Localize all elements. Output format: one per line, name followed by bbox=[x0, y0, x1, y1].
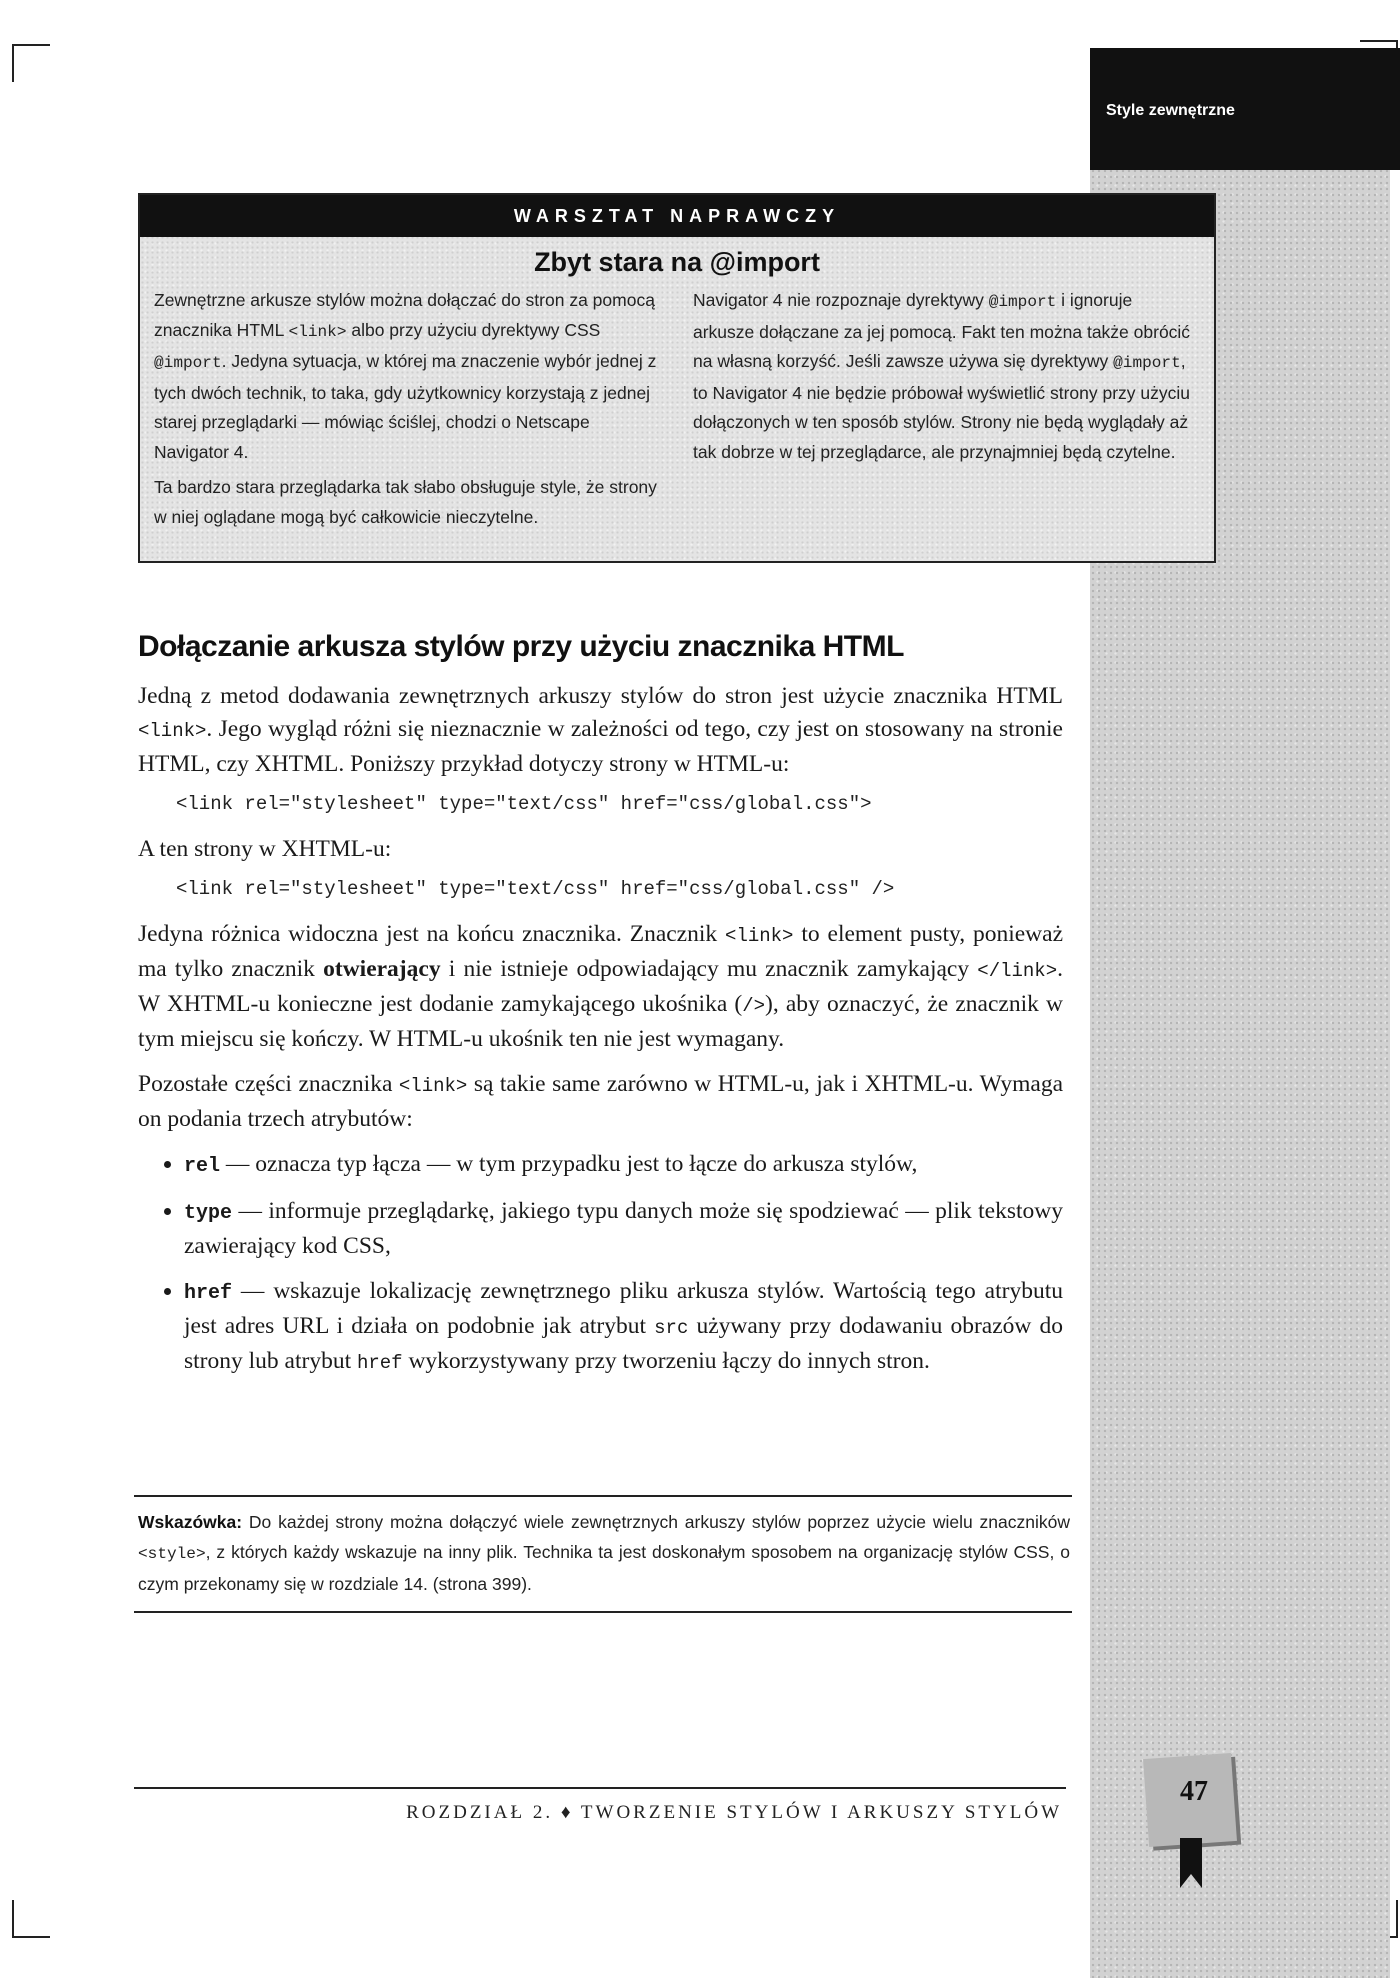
inline-code: <link> bbox=[138, 720, 207, 742]
body-paragraph bbox=[138, 680, 1063, 781]
inline-code: </link> bbox=[977, 960, 1058, 982]
code-example-html: <link rel="stylesheet" type="text/css" href="css/global.css"> bbox=[176, 793, 872, 815]
bold-text: otwierający bbox=[323, 956, 441, 982]
text-span: Do każdej strony można dołączyć wiele zewnętrznych arkuszy stylów poprzez użycie wielu znaczników bbox=[242, 1512, 1070, 1532]
text-span: i nie istnieje odpowiadający mu znacznik zamykający bbox=[440, 956, 978, 982]
attribute-name: href bbox=[184, 1282, 233, 1305]
body-paragraph bbox=[138, 918, 1063, 1056]
text-span: to element pusty, ponieważ ma tylko znacznik bbox=[138, 921, 1063, 982]
text-span: — wskazuje lokalizację zewnętrznego pliku arkusza stylów. Wartością tego atrybutu jest adres URL i działa on podobnie jak atrybut bbox=[184, 1278, 1063, 1339]
sidebar-columns bbox=[140, 286, 1214, 538]
section-tab bbox=[1090, 48, 1400, 170]
text-span: wykorzystywany przy tworzeniu łączy do innych stron. bbox=[402, 1348, 930, 1374]
crop-mark-top-left bbox=[12, 44, 50, 82]
list-item-type bbox=[184, 1195, 1063, 1263]
text-span: ), aby oznaczyć, że znacznik w tym miejscu się kończy. W HTML-u ukośnik ten nie jest wymagany. bbox=[138, 991, 1063, 1052]
text-span: używany przy dodawaniu obrazów do strony lub atrybut bbox=[184, 1313, 1063, 1374]
text-span: . Jedyna sytuacja, w której ma znaczenie wybór jednej z tych dwóch technik, to taka, gdy użytkownicy korzystają z jednej starej przeglądarki — mówiąc ściślej, chodzi o Netscape Navigator 4. bbox=[154, 351, 657, 462]
sidebar-column-right bbox=[693, 286, 1198, 538]
text-span: . Jego wygląd różni się nieznacznie w zależności od tego, czy jest on stosowany na stronie HTML, czy XHTML. Poniższy przykład dotyczy strony w HTML-u: bbox=[138, 716, 1063, 777]
section-tab-label: Style zewnętrzne bbox=[1106, 102, 1235, 119]
running-footer: ROZDZIAŁ 2. ♦ TWORZENIE STYLÓW I ARKUSZY STYLÓW bbox=[406, 1802, 1062, 1823]
attribute-name: rel bbox=[184, 1155, 221, 1178]
text-span: i ignoruje arkusze dołączane za jej pomocą. Fakt ten można także obrócić na własną korzyść. Jeśli zawsze używa się dyrektywy bbox=[693, 290, 1191, 371]
text-span: Pozostałe części znacznika bbox=[138, 1071, 399, 1097]
inline-code: <link> bbox=[288, 322, 347, 341]
body-paragraph: A ten strony w XHTML-u: bbox=[138, 836, 392, 862]
text-span: — oznacza typ łącza — w tym przypadku jest to łącze do arkusza stylów, bbox=[220, 1151, 918, 1177]
attribute-name: type bbox=[184, 1202, 233, 1225]
text-span: są takie same zarówno w HTML-u, jak i XHTML-u. Wymaga on podania trzech atrybutów: bbox=[138, 1071, 1063, 1132]
section-heading: Dołączanie arkusza stylów przy użyciu znacznika HTML bbox=[138, 630, 904, 663]
inline-code: @import bbox=[154, 354, 222, 372]
inline-code: src bbox=[654, 1317, 689, 1339]
code-example-xhtml: <link rel="stylesheet" type="text/css" href="css/global.css" /> bbox=[176, 878, 895, 900]
inline-code: @import bbox=[1113, 354, 1181, 372]
tip-label: Wskazówka: bbox=[138, 1512, 243, 1532]
page-number: 47 bbox=[1180, 1776, 1208, 1807]
sidebar-title: Zbyt stara na @import bbox=[534, 247, 820, 277]
sidebar-paragraph bbox=[693, 286, 1198, 467]
text-span: — informuje przeglądarkę, jakiego typu danych może się spodziewać — plik tekstowy zawierający kod CSS, bbox=[184, 1198, 1063, 1259]
inline-code: @import bbox=[988, 293, 1057, 311]
crop-mark-bottom-left bbox=[12, 1900, 50, 1938]
sidebar-box bbox=[138, 193, 1216, 563]
list-item-href bbox=[184, 1275, 1063, 1380]
inline-code: <link> bbox=[725, 925, 794, 947]
inline-code: <link> bbox=[398, 1075, 468, 1097]
main-content bbox=[138, 630, 1063, 1392]
text-span: albo przy użyciu dyrektywy CSS bbox=[346, 319, 601, 340]
inline-code: /> bbox=[742, 995, 766, 1017]
sidebar-column-left bbox=[154, 286, 659, 538]
body-paragraph bbox=[138, 1068, 1063, 1136]
text-span: Zewnętrzne arkusze stylów można dołączać do stron za pomocą znacznika HTML bbox=[154, 290, 655, 340]
list-item-rel bbox=[184, 1148, 1063, 1183]
text-span: . W XHTML-u konieczne jest dodanie zamykającego ukośnika ( bbox=[138, 956, 1063, 1017]
footer-rule bbox=[134, 1787, 1066, 1789]
text-span: , z których każdy wskazuje na inny plik. Technika ta jest doskonałym sposobem na organizację stylów CSS, o czym przekonamy się w rozdziale 14. (strona 399). bbox=[138, 1542, 1070, 1594]
inline-code: <style> bbox=[138, 1545, 206, 1563]
text-span: Navigator 4 nie rozpoznaje dyrektywy bbox=[693, 290, 989, 310]
text-span: , to Navigator 4 nie będzie próbował wyświetlić strony przy użyciu dołączonych w ten sposób stylów. Strony nie będą wyglądały aż tak dobrze w tej przeglądarce, ale przynajmniej będą czytelne. bbox=[693, 351, 1191, 462]
text-span: Jedyna różnica widoczna jest na końcu znacznika. Znacznik bbox=[138, 921, 726, 947]
sidebar-paragraph bbox=[154, 286, 659, 467]
attribute-list bbox=[138, 1148, 1063, 1380]
sidebar-paragraph: Ta bardzo stara przeglądarka tak słabo obsługuje style, że strony w niej oglądane mogą być całkowicie nieczytelne. bbox=[154, 477, 657, 527]
sidebar-header: WARSZTAT NAPRAWCZY bbox=[140, 195, 1214, 237]
tip-box bbox=[134, 1495, 1072, 1613]
text-span: Jedną z metod dodawania zewnętrznych arkuszy stylów do stron jest użycie znacznika HTML bbox=[138, 683, 1063, 709]
inline-code: href bbox=[356, 1352, 403, 1374]
